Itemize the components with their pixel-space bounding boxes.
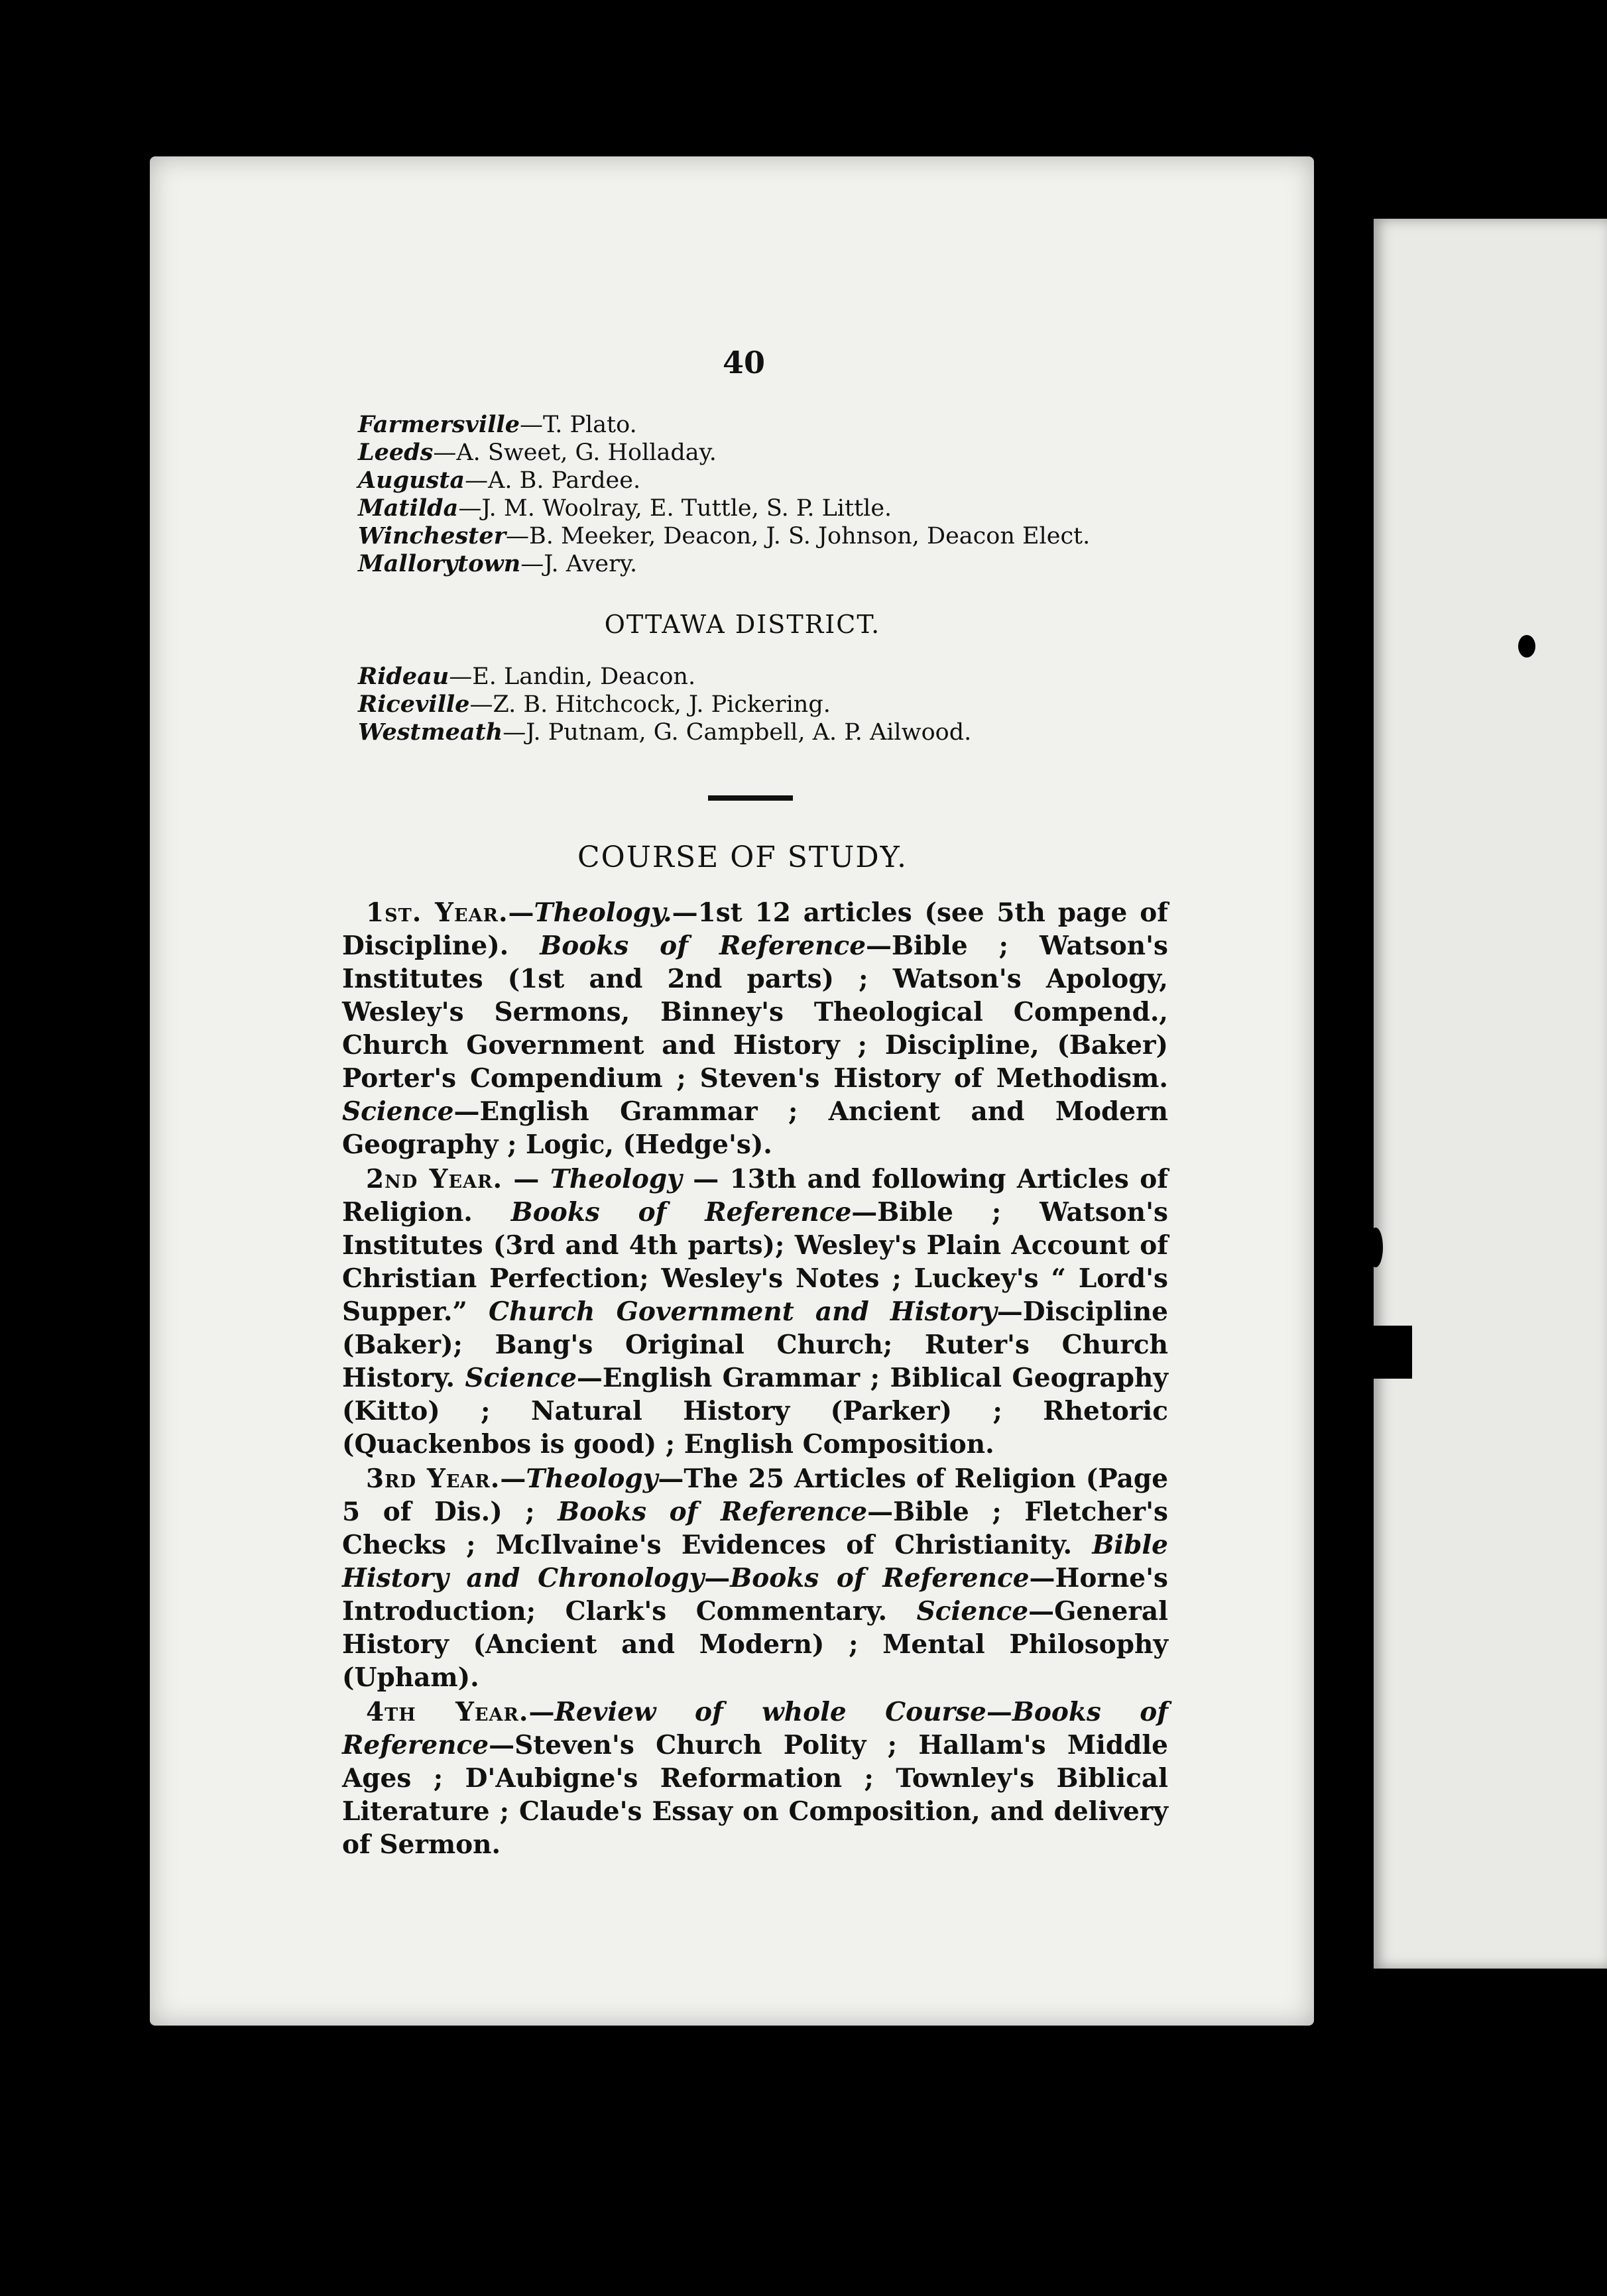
theology-label: Theology.	[534, 897, 672, 928]
appointment-place: Leeds	[358, 439, 434, 466]
appointment-entry	[358, 494, 1220, 522]
appointment-place: Matilda	[358, 494, 459, 522]
course-text: —English Grammar ; Biblical Geography (Kitto) ; Natural History (Parker) ; Rhetoric (Quackenbos is good) ; English Composition.	[342, 1363, 1168, 1460]
course-text: —1st 12 articles (see 5th page of Discipline).	[342, 897, 1168, 961]
course-text: —Discipline (Baker); Bang's Original Church; Ruter's Church History.	[342, 1296, 1168, 1393]
ink-blot	[1518, 635, 1535, 658]
appointment-entry	[358, 467, 1220, 494]
appointment-names: —E. Landin, Deacon.	[449, 663, 696, 690]
books-label: Books of Reference	[730, 1563, 1030, 1593]
ink-blot	[1368, 1228, 1383, 1267]
course-text: —	[986, 1697, 1012, 1727]
appointment-entry	[358, 411, 1220, 439]
appointment-place: Winchester	[358, 522, 506, 549]
year-label: 2nd Year.	[366, 1164, 503, 1194]
year-label: 3rd Year.	[366, 1464, 501, 1494]
science-label: Science	[465, 1363, 577, 1393]
course-text: —English Grammar ; Ancient and Modern Geography ; Logic, (Hedge's).	[342, 1096, 1168, 1160]
history-label: Church Government and History	[489, 1296, 997, 1327]
course-text: —	[704, 1563, 731, 1593]
course-text: —	[500, 1464, 526, 1494]
appointment-names: —B. Meeker, Deacon, J. S. Johnson, Deacon Elect.	[506, 523, 1091, 549]
course-text: —	[503, 1164, 550, 1194]
course-text: —Bible ; Fletcher's Checks ; McIlvaine's Evidences of Christianity.	[342, 1497, 1168, 1560]
course-year-paragraph	[342, 896, 1168, 1161]
course-year-paragraph	[342, 1163, 1168, 1461]
appointment-names: —J. M. Woolray, E. Tuttle, S. P. Little.	[458, 495, 892, 522]
course-text: —Bible ; Watson's Institutes (1st and 2nd parts) ; Watson's Apology, Wesley's Sermons, Binney's Theological Compend., Church Government and History ; Discipline, (Baker) Porter's Compendium ; Steven's History of Methodism.	[342, 931, 1168, 1094]
course-text: — 13th and following Articles of Religion.	[342, 1164, 1168, 1228]
appointment-names: —A. Sweet, G. Holladay.	[433, 439, 717, 466]
appointment-names: —A. B. Pardee.	[465, 467, 641, 494]
course-text: —	[528, 1697, 555, 1727]
appointment-place: Mallorytown	[358, 550, 521, 577]
appointment-names: —T. Plato.	[520, 412, 637, 438]
binding-notch	[1366, 1326, 1412, 1379]
appointment-entry	[358, 439, 1220, 467]
appointment-place: Riceville	[358, 691, 470, 718]
appointment-entry	[358, 691, 1220, 718]
books-label: Books of Reference	[342, 1697, 1169, 1760]
course-text: —	[508, 897, 534, 928]
science-label: Science	[916, 1596, 1029, 1627]
appointment-place: Westmeath	[358, 718, 503, 746]
appointment-place: Rideau	[358, 663, 449, 690]
year-label: 1st. Year.	[366, 897, 508, 928]
district-appointments-list	[358, 411, 1220, 578]
ottawa-appointments-list	[358, 663, 1220, 746]
appointment-names: —J. Putnam, G. Campbell, A. P. Ailwood.	[503, 719, 972, 746]
year-label: 4th Year.	[366, 1697, 529, 1727]
books-label: Books of Reference	[540, 931, 866, 961]
ottawa-district-heading: OTTAWA DISTRICT.	[604, 610, 881, 639]
section-divider	[708, 795, 793, 801]
course-text: —Bible ; Watson's Institutes (3rd and 4th parts); Wesley's Plain Account of Christian Perfection; Wesley's Notes ; Luckey's “ Lord's Supper.”	[342, 1197, 1168, 1327]
books-label: Books of Reference	[510, 1197, 852, 1228]
course-text: —The 25 Articles of Religion (Page 5 of Dis.) ;	[342, 1464, 1169, 1527]
course-year-paragraph	[342, 1695, 1168, 1861]
appointment-entry	[358, 550, 1220, 578]
appointment-place: Augusta	[358, 467, 465, 494]
appointment-place: Farmersville	[358, 411, 520, 438]
appointment-entry	[358, 522, 1220, 550]
science-label: Science	[342, 1096, 454, 1127]
theology-label: Theology	[550, 1164, 682, 1194]
history-label: Bible History and Chronology	[342, 1530, 1168, 1593]
appointment-entry	[358, 718, 1220, 746]
facing-page-edge	[1374, 219, 1607, 1969]
course-of-study-heading: COURSE OF STUDY.	[577, 840, 908, 874]
review-label: Review of whole Course	[554, 1697, 986, 1727]
theology-label: Theology	[526, 1464, 658, 1494]
course-year-paragraph	[342, 1462, 1168, 1694]
appointment-names: —Z. B. Hitchcock, J. Pickering.	[469, 691, 831, 718]
course-text: —Steven's Church Polity ; Hallam's Middle Ages ; D'Aubigne's Reformation ; Townley's Biblical Literature ; Claude's Essay on Composition, and delivery of Sermon.	[342, 1730, 1168, 1860]
appointment-names: —J. Avery.	[520, 551, 638, 577]
course-text: —Horne's Introduction; Clark's Commentary.	[342, 1563, 1168, 1627]
course-of-study-body	[342, 896, 1168, 1863]
books-label: Books of Reference	[558, 1497, 868, 1527]
appointment-entry	[358, 663, 1220, 691]
course-text: —General History (Ancient and Modern) ; Mental Philosophy (Upham).	[342, 1596, 1168, 1693]
page-number: 40	[723, 345, 766, 380]
